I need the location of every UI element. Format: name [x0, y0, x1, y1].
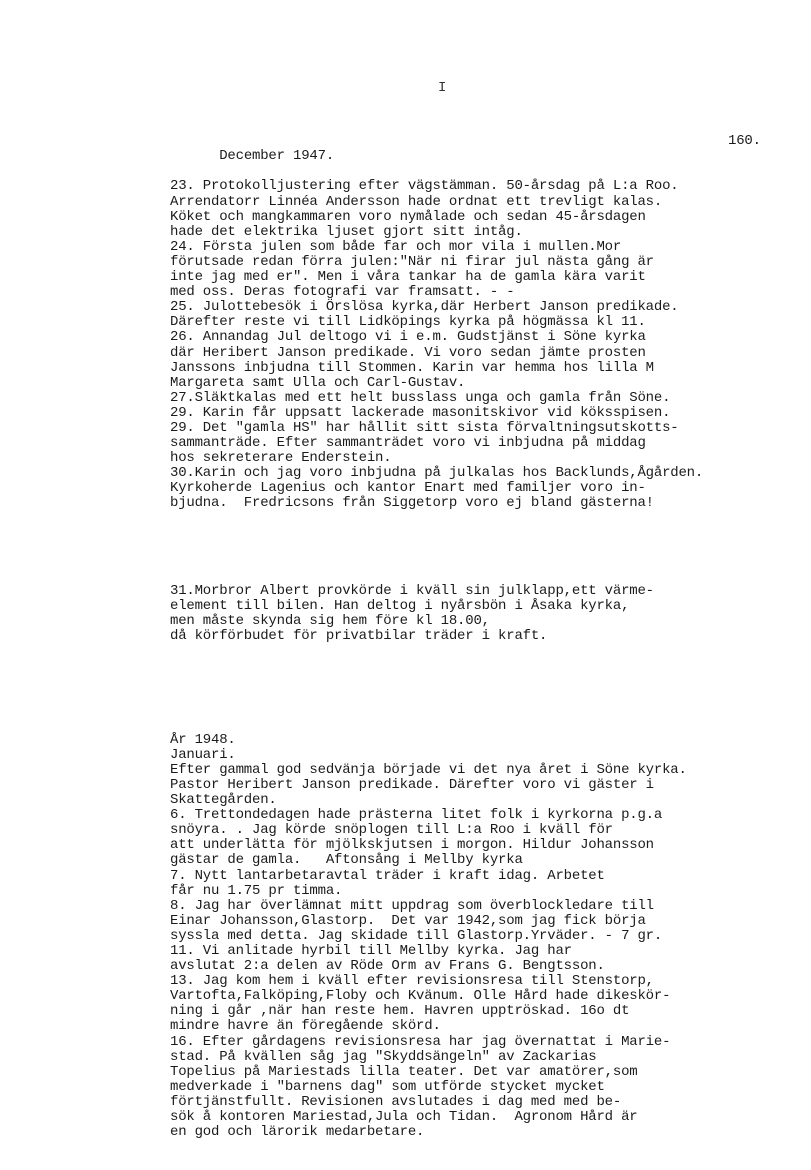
text-line: 31.Morbror Albert provkörde i kväll sin julklapp,ett värme-	[170, 582, 654, 599]
text-line: 25. Julottebesök i Örslösa kyrka,där Herbert Janson predikade.	[170, 299, 679, 316]
text-line: element till bilen. Han deltog i nyårsbön i Åsaka kyrka,	[170, 598, 630, 614]
text-line: Einar Johansson,Glastorp. Det var 1942,som jag fick börja	[170, 912, 646, 929]
text-line: 7. Nytt lantarbetaravtal träder i kraft idag. Arbetet	[170, 867, 605, 884]
text-line: då körförbudet för privatbilar träder i kraft.	[170, 628, 548, 645]
text-line: sök å kontoren Mariestad,Jula och Tidan. Agronom Hård är	[170, 1109, 638, 1125]
text-line: 6. Trettondedagen hade prästerna litet folk i kyrkorna p.g.a	[170, 807, 663, 824]
text-line: År 1948.	[170, 731, 236, 748]
text-line: 26. Annandag Jul deltogo vi i e.m. Gudstjänst i Söne kyrka	[170, 329, 646, 346]
text-line: stad. På kvällen såg jag "Skyddsängeln" av Zackarias	[170, 1048, 597, 1065]
text-line: Topelius på Mariestads lilla teater. Det var amatörer,som	[170, 1063, 638, 1080]
text-line: med oss. Deras fotografi var framsatt. - -	[170, 284, 515, 301]
typed-text-body	[170, 104, 810, 1170]
text-line: där Heribert Janson predikade. Vi voro sedan jämte prosten	[170, 344, 646, 361]
text-line: Margareta samt Ulla och Carl-Gustav.	[170, 374, 466, 391]
text-line: Därefter reste vi till Lidköpings kyrka på högmässa kl 11.	[170, 314, 646, 331]
text-line: ning i går ,när han reste hem. Havren upptröskad. 16o dt	[170, 1003, 630, 1020]
text-line: medverkade i "barnens dag" som utförde stycket mycket	[170, 1078, 605, 1095]
text-line: Janssons inbjudna till Stommen. Karin var hemma hos lilla M	[170, 359, 654, 376]
text-line: Kyrkoherde Lagenius och kantor Enart med familjer voro in-	[170, 480, 646, 497]
section-year-1948	[170, 733, 810, 1141]
text-line: gästar de gamla. Aftonsång i Mellby kyrka	[170, 852, 523, 869]
text-line: Januari.	[170, 746, 236, 763]
text-line: 24. Första julen som både far och mor vila i mullen.Mor	[170, 238, 622, 255]
section-new-years-eve	[170, 584, 810, 644]
text-line: Vartofta,Falköping,Floby och Kvänum. Olle Hård hade dikeskör-	[170, 988, 671, 1005]
text-line: 30.Karin och jag voro inbjudna på julkalas hos Backlunds,Ågården.	[170, 465, 704, 482]
text-line: 29. Karin får uppsatt lackerade masonitskivor vid köksspisen.	[170, 404, 671, 421]
text-line: snöyra. . Jag körde snöplogen till L:a Roo i kväll för	[170, 822, 613, 839]
text-line: en god och lärorik medarbetare.	[170, 1124, 425, 1141]
text-line: 16. Efter gårdagens revisionsresa har jag övernattat i Marie-	[170, 1033, 671, 1050]
text-line: Köket och mangkammaren voro nymålade och sedan 45-årsdagen	[170, 208, 646, 225]
text-line: förtjänstfullt. Revisionen avslutades i dag med med be-	[170, 1093, 622, 1110]
text-line: hade det elektrika ljuset gjort sitt intåg.	[170, 223, 523, 240]
text-line: 29. Det "gamla HS" har hållit sitt sista förvaltningsutskotts-	[170, 419, 679, 436]
text-line: Efter gammal god sedvänja började vi det nya året i Söne kyrka.	[170, 761, 687, 778]
text-line: Arrendatorr Linnéa Andersson hade ordnat ett trevligt kalas.	[170, 193, 663, 210]
text-line: 13. Jag kom hem i kväll efter revisionsresa till Stenstorp,	[170, 973, 654, 990]
text-line: hos sekreterare Enderstein.	[170, 450, 392, 467]
text-line: att underlätta för mjölkskjutsen i morgon. Hildur Johansson	[170, 837, 654, 854]
page-header	[170, 133, 810, 165]
header-date: December 1947.	[219, 148, 335, 165]
text-line: 23. Protokolljustering efter vägstämman. 50-årsdag på L:a Roo.	[170, 178, 679, 195]
text-line: Pastor Heribert Janson predikade. Därefter voro vi gäster i	[170, 776, 654, 793]
text-line: avslutat 2:a delen av Röde Orm av Frans G. Bengtsson.	[170, 958, 605, 975]
text-line: inte jag med er". Men i våra tankar ha de gamla kära varit	[170, 269, 646, 286]
text-line: mindre havre än föregående skörd.	[170, 1018, 441, 1035]
text-line: får nu 1.75 pr timma.	[170, 882, 343, 899]
top-mark: I	[438, 80, 447, 96]
text-line: bjudna. Fredricsons från Siggetorp voro ej bland gästerna!	[170, 495, 654, 512]
text-line: 11. Vi anlitade hyrbil till Mellby kyrka. Jag har	[170, 942, 572, 959]
section-december-1947	[170, 179, 810, 511]
text-line: syssla med detta. Jag skidade till Glastorp.Yrväder. - 7 gr.	[170, 927, 663, 944]
text-line: förutsade redan förra julen:"När ni firar jul nästa gång är	[170, 253, 654, 270]
text-line: 8. Jag har överlämnat mitt uppdrag som överblockledare till	[170, 897, 654, 914]
text-line: sammanträde. Efter sammanträdet voro vi inbjudna på middag	[170, 435, 646, 452]
text-line: men måste skynda sig hem före kl 18.00,	[170, 613, 490, 630]
text-line: 27.Släktkalas med ett helt busslass unga och gamla från Söne.	[170, 389, 671, 406]
text-line: Skattegården.	[170, 792, 277, 809]
page-number: 160.	[728, 133, 761, 150]
